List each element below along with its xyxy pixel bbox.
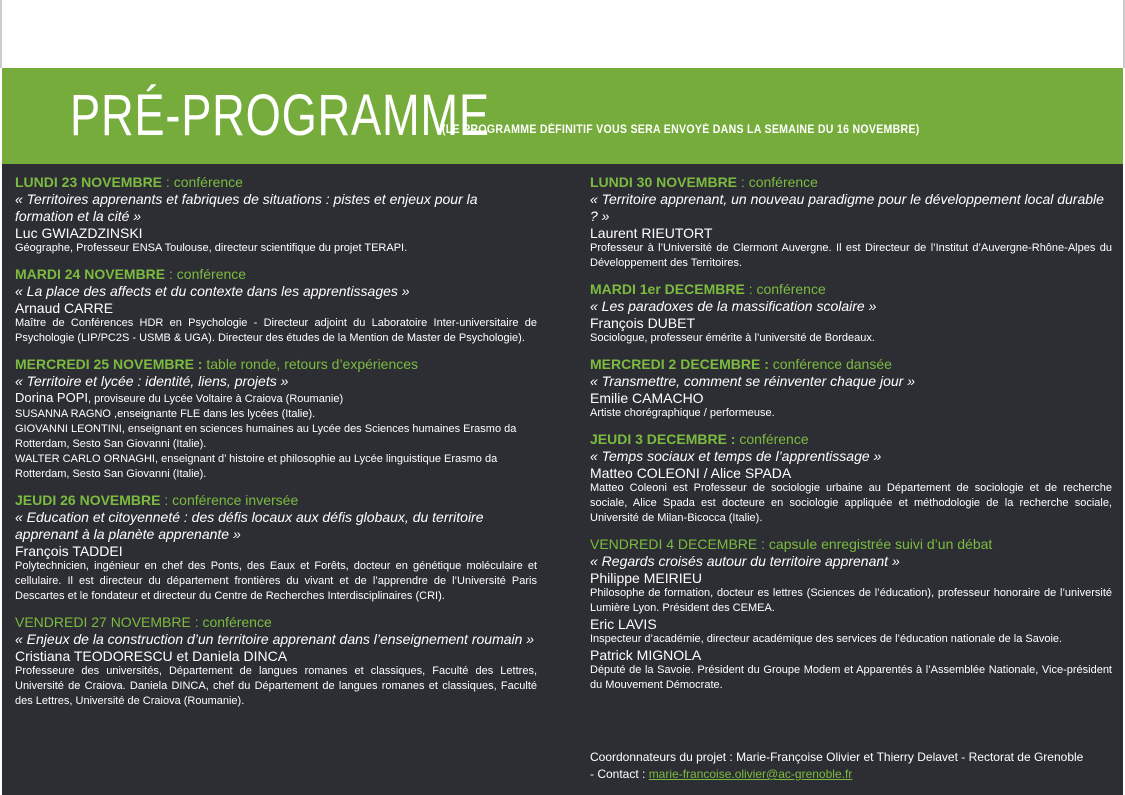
panelist: GIOVANNI LEONTINI, enseignant en sciences humaines au Lycée des Sciences humaines Erasmo da Rotterdam, Sesto San Giovanni (Italie). [15, 423, 517, 450]
event-date: LUNDI 23 NOVEMBRE : conférence [15, 174, 243, 190]
speaker-description: Polytechnicien, ingénieur en chef des Ponts, des Eaux et Forêts, docteur en génétique moléculaire et cellulaire. Il est directeur du département frontières du vivant et de l’apprendre de l’Université Paris Descartes et le fondateur et directeur du Centre de Recherches Interdisciplinaires (CRI). [15, 560, 537, 602]
speaker-description: Maître de Conférences HDR en Psychologie - Directeur adjoint du Laboratoire Inter-universitaire de Psychologie (LIP/PC2S - USMB & UGA). Directeur des études de la Mention de Master de Psychologie). [15, 317, 537, 344]
event-mardi-24 [15, 266, 537, 346]
event-speaker: François DUBET [590, 315, 696, 331]
event-title: « Regards croisés autour du territoire apprenant » [590, 553, 900, 569]
event-date: MERCREDI 2 DECEMBRE : conférence dansée [590, 356, 892, 372]
event-speaker: Patrick MIGNOLA [590, 647, 702, 663]
panelist: Dorina POPI, proviseure du Lycée Voltaire à Craiova (Roumanie) [15, 390, 344, 405]
event-jeudi-26 [15, 492, 537, 604]
event-date: MARDI 1er DECEMBRE : conférence [590, 281, 826, 297]
event-speaker: Emilie CAMACHO [590, 390, 704, 406]
event-lundi-23 [15, 174, 537, 256]
page-title: PRÉ-PROGRAMME [70, 83, 490, 148]
event-date: JEUDI 26 NOVEMBRE : conférence inversée [15, 492, 299, 508]
speaker-description: Inspecteur d’académie, directeur académique des services de l’éducation nationale de la Savoie. [590, 633, 1063, 645]
event-title: « Temps sociaux et temps de l’apprentissage » [590, 448, 882, 464]
event-speaker: Cristiana TEODORESCU et Daniela DINCA [15, 648, 288, 664]
event-date: MERCREDI 25 NOVEMBRE : table ronde, retours d’expériences [15, 356, 419, 372]
project-coordinators: Coordonnateurs du projet : Marie-Françoise Olivier et Thierry Delavet - Rectorat de Grenoble - Contact : marie-francoise.olivier@ac-grenoble.fr [590, 750, 1084, 781]
event-title: « Territoire et lycée : identité, liens, projets » [15, 373, 289, 389]
event-mercredi-25 [15, 356, 537, 482]
speaker-description: Sociologue, professeur émérite à l’université de Bordeaux. [590, 332, 875, 344]
event-title: « Territoires apprenants et fabriques de situations : pistes et enjeux pour la formation et la cité » [15, 191, 478, 224]
event-speaker: Eric LAVIS [590, 616, 657, 632]
speaker-description: Député de la Savoie. Président du Groupe Modem et Apparentés à l’Assemblée Nationale, Vice-président du Mouvement Démocrate. [590, 664, 1112, 691]
speaker-description: Géographe, Professeur ENSA Toulouse, directeur scientifique du projet TERAPI. [15, 242, 408, 254]
event-date: VENDREDI 27 NOVEMBRE : conférence [15, 614, 272, 630]
speaker-description: Professeur à l’Université de Clermont Auvergne. Il est Directeur de l’Institut d’Auvergne-Rhône-Alpes du Développement des Territoires. [590, 242, 1112, 269]
program-body [2, 164, 1123, 795]
event-speaker: Luc GWIAZDZINSKI [15, 225, 143, 241]
event-title: « Transmettre, comment se réinventer chaque jour » [590, 373, 916, 389]
event-vendredi-4 [590, 536, 1112, 693]
event-lundi-30 [590, 174, 1112, 271]
event-speaker: François TADDEI [15, 543, 123, 559]
event-date: JEUDI 3 DECEMBRE : conférence [590, 431, 809, 447]
panelist: SUSANNA RAGNO ,enseignante FLE dans les lycées (Italie). [15, 408, 316, 420]
event-speaker: Philippe MEIRIEU [590, 570, 703, 586]
event-speaker: Laurent RIEUTORT [590, 225, 713, 241]
speaker-description: Matteo Coleoni est Professeur de sociologie urbaine au Département de sociologie et de recherche sociale, Alice Spada est docteure en sociologie appliquée et méthodologie de la recherche sociale, Université de Milan-Bicocca (Italie). [590, 482, 1112, 524]
event-date: LUNDI 30 NOVEMBRE : conférence [590, 174, 818, 190]
event-title: « Les paradoxes de la massification scolaire » [590, 298, 877, 314]
contact-email-link[interactable]: marie-francoise.olivier@ac-grenoble.fr [648, 767, 853, 781]
speaker-description: Artiste chorégraphique / performeuse. [590, 407, 775, 419]
event-vendredi-27 [15, 614, 537, 709]
right-column [590, 174, 1112, 703]
page-subtitle: (LE PROGRAMME DÉFINITIF VOUS SERA ENVOYÉ DANS LA SEMAINE DU 16 NOVEMBRE) [442, 124, 920, 136]
speaker-description: Professeure des universités, Département de langues romanes et classiques, Faculté des Lettres, Université de Craiova. Daniela DINCA, chef du Département de langues romanes et classiques, Faculté des Lettres, Université de Craiova (Roumanie). [15, 665, 537, 707]
event-title: « Enjeux de la construction d’un territoire apprenant dans l’enseignement roumain » [15, 631, 535, 647]
event-speaker: Matteo COLEONI / Alice SPADA [590, 465, 792, 481]
top-margin [0, 0, 1125, 68]
speaker-description: Philosophe de formation, docteur es lettres (Sciences de l’éducation), professeur honoraire de l’université Lumière Lyon. Président des CEMEA. [590, 587, 1112, 614]
event-title: « Territoire apprenant, un nouveau paradigme pour le développement local durable ? » [590, 191, 1104, 224]
event-date: MARDI 24 NOVEMBRE : conférence [15, 266, 247, 282]
event-date: VENDREDI 4 DECEMBRE : capsule enregistrée suivi d’un débat [590, 536, 993, 552]
event-title: « La place des affects et du contexte dans les apprentissages » [15, 283, 410, 299]
event-jeudi-3 [590, 431, 1112, 526]
event-mercredi-2 [590, 356, 1112, 421]
event-speaker: Arnaud CARRE [15, 300, 114, 316]
event-title: « Education et citoyenneté : des défis locaux aux défis globaux, du territoire apprenant à la planète apprenante » [15, 509, 484, 542]
left-column [15, 174, 537, 719]
event-mardi-1 [590, 281, 1112, 346]
header-banner [2, 68, 1123, 164]
panelist: WALTER CARLO ORNAGHI, enseignant d’ histoire et philosophie au Lycée linguistique Erasmo da Rotterdam, Sesto San Giovanni (Italie). [15, 453, 498, 480]
